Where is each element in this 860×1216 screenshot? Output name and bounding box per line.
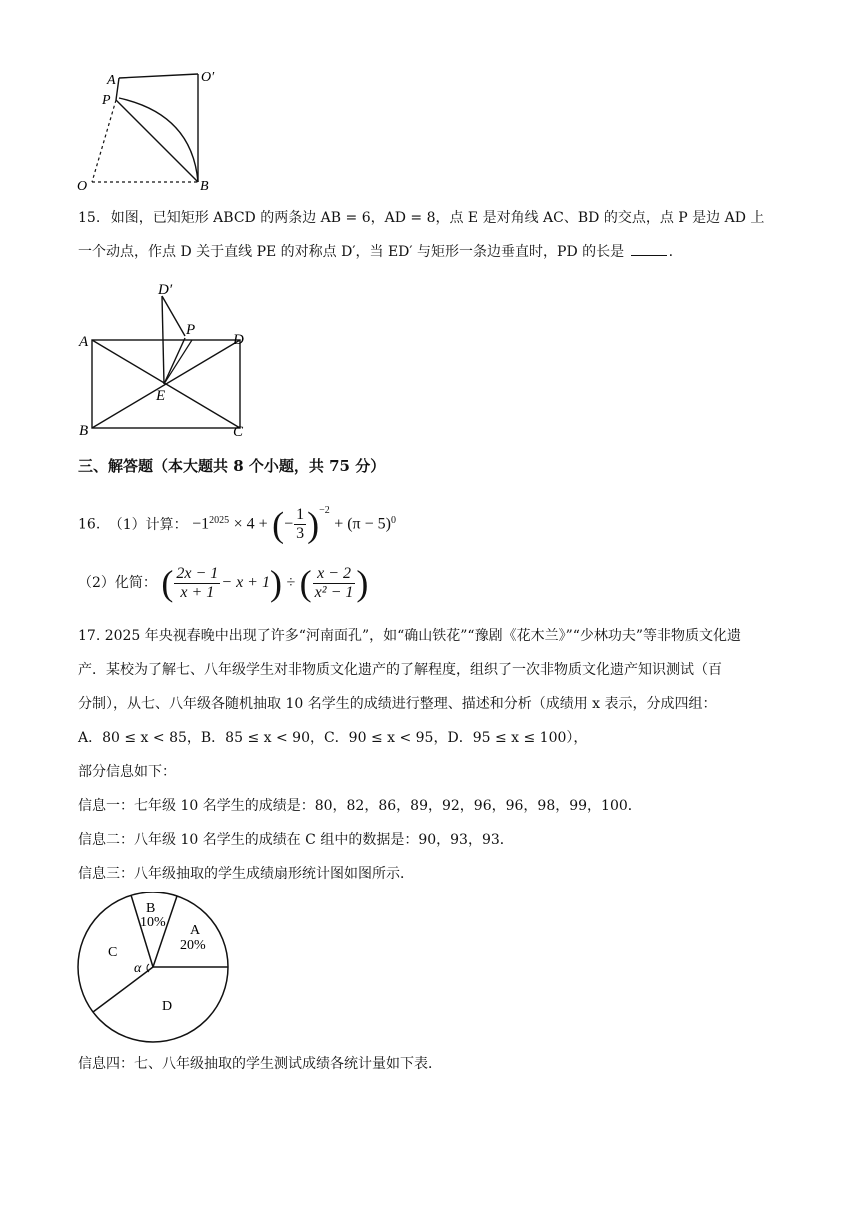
right-paren: ) xyxy=(307,504,320,545)
q17-info-3: 信息三：八年级抽取的学生成绩扇形统计图如图所示． xyxy=(78,866,414,882)
q15-figure xyxy=(76,280,266,440)
q16-pow-neg2: −2 xyxy=(319,505,330,516)
q16-frac2 xyxy=(313,565,356,602)
q16-part1-label: （1）计算： xyxy=(108,516,188,533)
edge-PO-dashed xyxy=(92,100,116,182)
q16-part2-label: （2）化简： xyxy=(78,575,157,591)
right-paren: ) xyxy=(269,563,282,603)
q16-part-1 xyxy=(78,498,396,544)
left-paren: ( xyxy=(299,563,312,603)
q17-line-2: 产．某校为了解七、八年级学生对非物质文化遗产的了解程度，组织了一次非物质文化遗产知识测试（百 xyxy=(78,662,722,678)
q16-expr-b: × 4 + xyxy=(233,515,268,533)
pie-radius-D xyxy=(93,967,153,1012)
q17-line-4: A．80 ≤ x < 85，B．85 ≤ x < 90，C．90 ≤ x < 95，D．95 ≤ x ≤ 100）， xyxy=(78,730,588,746)
q16-number: 16. xyxy=(78,516,101,533)
q16-exp-2025: 2025 xyxy=(209,515,230,526)
label-A: A xyxy=(107,73,116,88)
edge-AP xyxy=(116,78,119,100)
section-3-heading: 三、解答题（本大题共 8 个小题，共 75 分） xyxy=(78,457,386,475)
label-P: P xyxy=(102,93,111,108)
q15-number: 15. xyxy=(78,210,101,226)
segment-D-prime-P xyxy=(162,296,185,336)
q17-line-5: 部分信息如下： xyxy=(78,764,176,780)
q16-f2-den: x² − 1 xyxy=(314,583,354,601)
pie-label-A: A xyxy=(190,923,201,938)
q15-line-2 xyxy=(78,242,673,262)
q16-part-2 xyxy=(78,560,368,606)
q16-expr-a: −1 xyxy=(192,515,210,533)
pie-radius-B-right xyxy=(153,896,177,967)
answer-blank[interactable] xyxy=(631,243,667,256)
right-paren: ) xyxy=(356,563,369,603)
label-E15: E xyxy=(156,388,166,404)
q16-div: ÷ xyxy=(286,574,296,591)
edge-AO' xyxy=(119,74,198,78)
label-O: O xyxy=(77,179,88,194)
q16-expr-c: + (π − 5) xyxy=(334,515,391,533)
pie-label-A-pct: 20% xyxy=(180,938,206,953)
left-paren: ( xyxy=(161,563,174,603)
label-B15: B xyxy=(79,423,89,439)
q16-frac-den: 3 xyxy=(296,525,305,543)
q15-line-1 xyxy=(78,208,764,228)
q14-figure xyxy=(74,64,234,196)
q16-pow-0: 0 xyxy=(390,515,396,526)
q17-info-4: 信息四：七、八年级抽取的学生测试成绩各统计量如下表． xyxy=(78,1056,442,1072)
q16-mid: − x + 1 xyxy=(221,574,270,591)
q16-fraction xyxy=(294,506,306,543)
pie-chart xyxy=(76,892,236,1048)
q15-text-1: 如图，已知矩形 ABCD 的两条边 AB = 6，AD = 8，点 E 是对角线 AC、BD 的交点，点 P 是边 AD 上 xyxy=(110,210,765,226)
q16-f1-num: 2x − 1 xyxy=(176,564,219,582)
q17-line-3: 分制），从七、八年级各随机抽取 10 名学生的成绩进行整理、描述和分析（成绩用 x 表示，分成四组： xyxy=(78,696,717,712)
pie-label-D: D xyxy=(162,999,173,1014)
q16-frac-num: 1 xyxy=(296,506,305,524)
q16-frac1 xyxy=(174,565,220,602)
pie-label-alpha: α xyxy=(134,961,142,976)
left-paren: ( xyxy=(272,504,285,545)
label-C15: C xyxy=(233,424,244,440)
q17-info-1: 信息一：七年级 10 名学生的成绩是：80，82，86，89，92，96，96，98，99，100． xyxy=(78,798,642,814)
segment-ED-prime xyxy=(162,296,164,384)
q16-minus: − xyxy=(284,515,294,533)
q15-text-2: 一个动点，作点 D 关于直线 PE 的对称点 D′，当 ED′ 与矩形一条边垂直时，PD 的长是 xyxy=(78,244,625,260)
pie-label-B: B xyxy=(146,901,156,916)
segment-EP xyxy=(164,338,185,384)
label-D15: D xyxy=(233,332,244,348)
q16-f1-den: x + 1 xyxy=(180,583,215,601)
pie-label-B-pct: 10% xyxy=(140,915,166,930)
label-A15: A xyxy=(79,334,89,350)
label-D-prime: D′ xyxy=(158,282,173,298)
label-P15: P xyxy=(186,322,196,338)
q16-f2-num: x − 2 xyxy=(313,565,356,584)
pie-label-C: C xyxy=(108,945,118,960)
label-B: B xyxy=(200,179,209,194)
q17-info-2: 信息二：八年级 10 名学生的成绩在 C 组中的数据是：90，93，93． xyxy=(78,832,514,848)
q17-line-1: 17. 2025 年央视春晚中出现了许多“河南面孔”，如“确山铁花”“豫剧《花木兰》”“少林功夫”等非物质文化遗 xyxy=(78,628,742,644)
label-O-prime: O′ xyxy=(201,70,215,85)
q15-text-2-end: . xyxy=(668,244,674,260)
